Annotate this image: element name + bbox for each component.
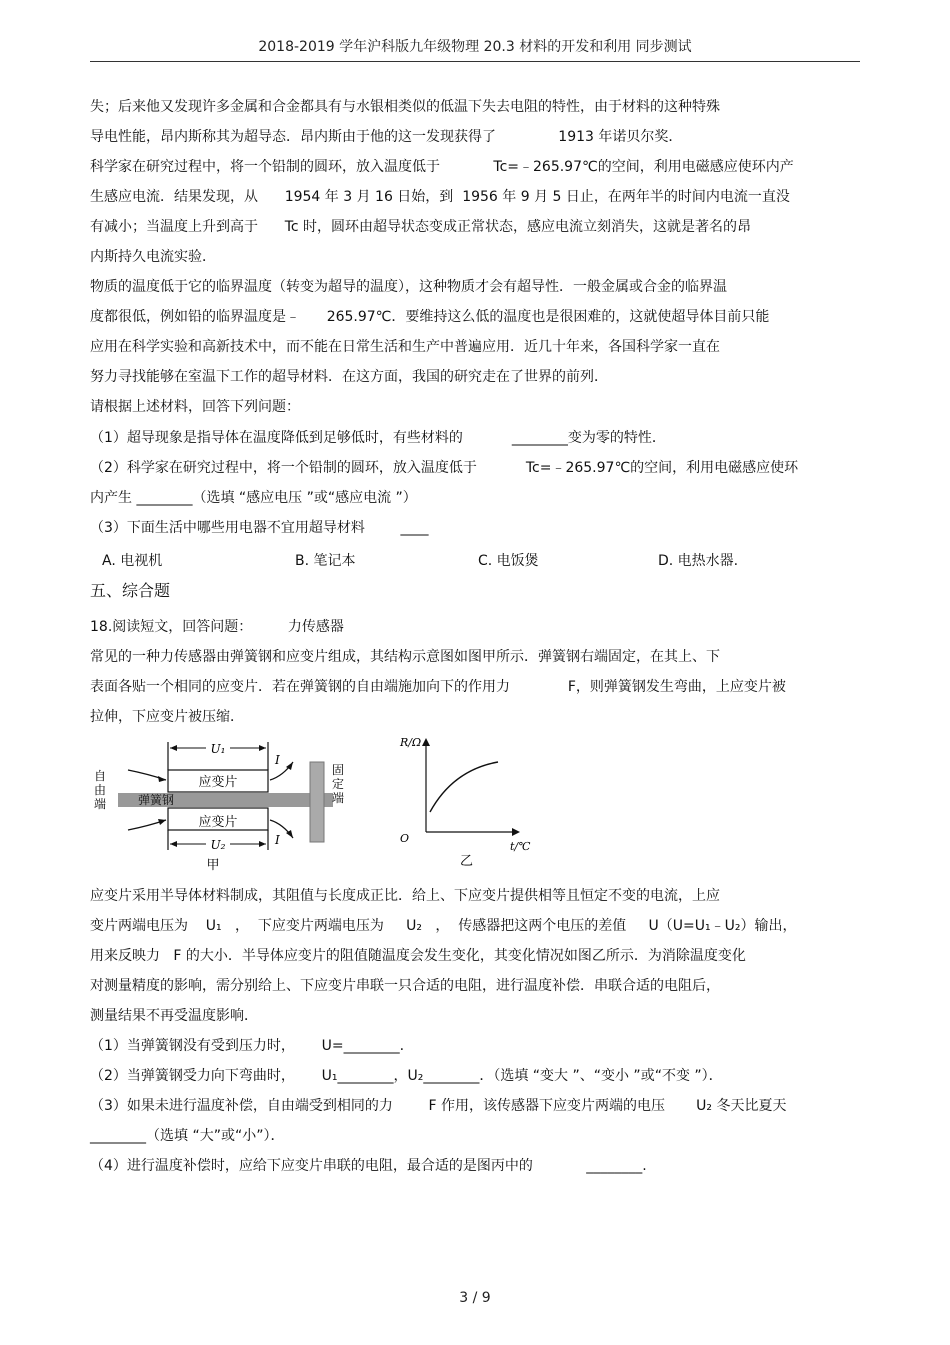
- passage-line: 导电性能，昂内斯称其为超导态．昂内斯由于他的这一发现获得了 1913 年诺贝尔奖．: [90, 129, 683, 145]
- u2-label: U₂: [210, 838, 226, 852]
- u1-label: U₁: [210, 742, 226, 756]
- q18-sub-3: （3）如果未进行温度补偿，自由端受到相同的力 F 作用，该传感器下应变片两端的电压 U₂ 冬天比夏天: [90, 1098, 787, 1114]
- q18-line: 拉伸，下应变片被压缩．: [90, 709, 244, 725]
- page-number: 3 / 9: [459, 1290, 491, 1306]
- figure-jia-caption: 甲: [206, 858, 220, 872]
- fixed-wall: [310, 762, 324, 842]
- q18-line: 用来反映力 F 的大小．半导体应变片的阻值随温度会发生变化，其变化情况如图乙所示．为消除温度变化: [90, 948, 746, 964]
- q18-title: 18.阅读短文，回答问题： 力传感器: [90, 619, 344, 635]
- current-label-top: I: [275, 753, 280, 767]
- origin-label: O: [400, 832, 410, 845]
- q18-line: 应变片采用半导体材料制成，其阻值与长度成正比．给上、下应变片提供相等且恒定不变的电流，上应: [90, 888, 720, 904]
- passage-line: 失；后来他又发现许多金属和合金都具有与水银相类似的低温下失去电阻的特性，由于材料的这种特殊: [90, 99, 720, 115]
- question-2-cont: 内产生 ________（选填 “感应电压 ”或“感应电流 ”）: [90, 490, 417, 506]
- q18-sub-3-cont: ________（选填 “大”或“小”）．: [90, 1128, 285, 1144]
- figure-jia: [94, 742, 344, 872]
- section-title: 五、综合题: [90, 581, 171, 600]
- bottom-strain-label: 应变片: [198, 815, 238, 830]
- option-b: B. 笔记本: [295, 553, 356, 569]
- q18-line: 变片两端电压为 U₁ ， 下应变片两端电压为 U₂ ， 传感器把这两个电压的差值 U（U=U₁﹣U₂）输出，: [90, 918, 797, 934]
- resistance-curve: [430, 762, 498, 812]
- q18-sub-4: （4）进行温度补偿时，应给下应变片串联的电阻，最合适的是图丙中的 ________.: [90, 1158, 647, 1174]
- figure-area: [88, 732, 558, 872]
- option-a: A. 电视机: [102, 553, 163, 569]
- fixed-end-label: 固定端: [332, 763, 345, 805]
- q18-line: 常见的一种力传感器由弹簧钢和应变片组成，其结构示意图如图甲所示．弹簧钢右端固定，在其上、下: [90, 649, 720, 665]
- question-prompt: 请根据上述材料，回答下列问题：: [90, 399, 300, 415]
- page-header: 2018-2019 学年沪科版九年级物理 20.3 材料的开发和利用 同步测试: [258, 39, 692, 55]
- passage-line: 有减小；当温度上升到高于 Tc 时，圆环由超导状态变成正常状态，感应电流立刻消失，这就是著名的昂: [90, 219, 752, 235]
- q18-sub-1: （1）当弹簧钢没有受到压力时， U=________.: [90, 1038, 405, 1054]
- q18-line: 对测量精度的影响，需分别给上、下应变片串联一只合适的电阻，进行温度补偿．串联合适的电阻后，: [90, 978, 720, 994]
- figure-yi-caption: 乙: [460, 854, 474, 869]
- passage-line: 度都很低，例如铅的临界温度是﹣ 265.97℃．要维持这么低的温度也是很困难的，这就使超导体目前只能: [90, 309, 770, 325]
- q18-line: 表面各贴一个相同的应变片．若在弹簧钢的自由端施加向下的作用力 F，则弹簧钢发生弯曲，上应变片被: [90, 679, 786, 695]
- q18-sub-2: （2）当弹簧钢受力向下弯曲时， U₁________，U₂________．（选填 “变大 ”、“变小 ”或“不变 ”）．: [90, 1068, 723, 1084]
- top-strain-label: 应变片: [198, 775, 238, 790]
- steel-label: 弹簧钢: [138, 793, 175, 807]
- passage-line: 科学家在研究过程中，将一个铅制的圆环，放入温度低于 Tc=﹣265.97℃的空间，利用电磁感应使环内产: [90, 159, 794, 175]
- passage-line: 努力寻找能够在室温下工作的超导材料．在这方面，我国的研究走在了世界的前列．: [90, 369, 608, 385]
- y-axis-label: R/Ω: [400, 736, 422, 749]
- current-label-bottom: I: [275, 833, 280, 847]
- question-2: （2）科学家在研究过程中，将一个铅制的圆环，放入温度低于 Tc=﹣265.97℃的空间，利用电磁感应使环: [90, 460, 799, 476]
- x-axis-label: t/℃: [510, 840, 531, 853]
- question-1: （1）超导现象是指导体在温度降低到足够低时，有些材料的 ________变为零的特性．: [90, 430, 666, 446]
- option-d: D. 电热水器.: [658, 553, 739, 569]
- passage-line: 应用在科学实验和高新技术中，而不能在日常生活和生产中普遍应用．近几十年来，各国科学家一直在: [90, 339, 720, 355]
- passage-line: 生感应电流．结果发现，从 1954 年 3 月 16 日始，到 1956 年 9 月 5 日止，在两年半的时间内电流一直没: [90, 189, 790, 205]
- question-3: （3）下面生活中哪些用电器不宜用超导材料 ____: [90, 520, 429, 536]
- q18-line: 测量结果不再受温度影响．: [90, 1008, 258, 1024]
- passage-line: 物质的温度低于它的临界温度（转变为超导的温度），这种物质才会有超导性．一般金属或合金的临界温: [90, 279, 727, 295]
- free-end-label: 自由端: [94, 769, 107, 811]
- header-divider: [90, 61, 860, 62]
- passage-line: 内斯持久电流实验．: [90, 249, 216, 265]
- figure-yi: [399, 736, 531, 869]
- option-c: C. 电饭煲: [478, 553, 539, 569]
